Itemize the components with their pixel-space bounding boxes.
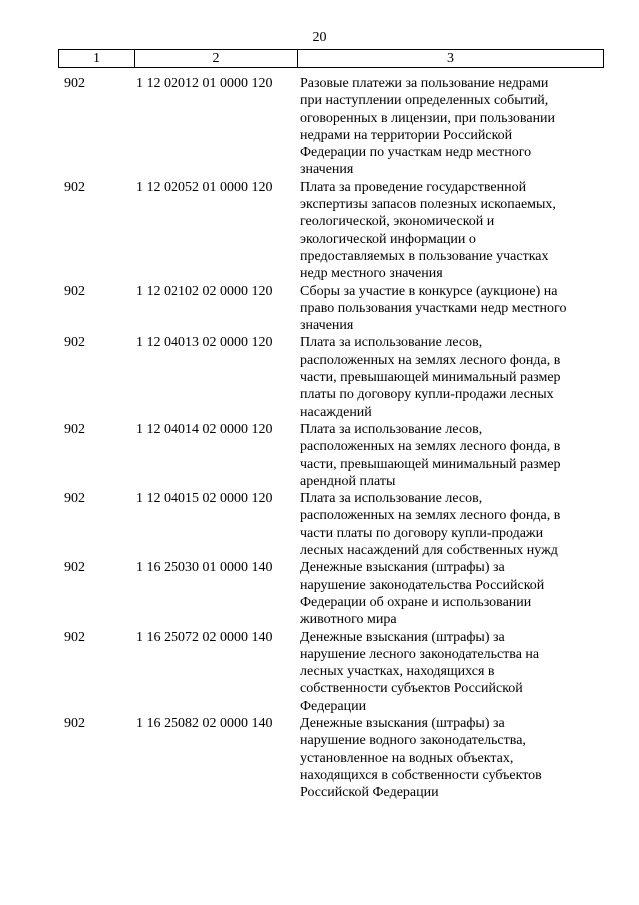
table-row	[64, 334, 603, 420]
admin-code: 902	[64, 560, 85, 576]
budget-classification-code: 1 12 02012 01 0000 120	[136, 76, 273, 91]
column-header-2: 2	[135, 50, 298, 68]
page-number: 20	[312, 30, 327, 45]
budget-classification-code: 1 12 02052 01 0000 120	[136, 179, 273, 195]
admin-code: 902	[64, 629, 85, 645]
budget-classification-code: 1 16 25072 02 0000 140	[136, 629, 273, 645]
budget-classification-code: 1 16 25082 02 0000 140	[136, 715, 273, 731]
admin-code: 902	[64, 335, 85, 351]
revenue-description: Денежные взыскания (штрафы) за нарушение лесного законодательства на лесных участках, находящихся в собственности субъектов Российской Федерации	[300, 629, 540, 714]
admin-code: 902	[64, 179, 85, 195]
admin-code: 902	[64, 76, 85, 91]
revenue-description: Денежные взыскания (штрафы) за нарушение водного законодательства, установленное на водных объектах, находящихся в собственности субъектов Российской Федерации	[300, 715, 542, 801]
table-row	[64, 283, 603, 335]
revenue-description: Плата за использование лесов, расположенных на землях лесного фонда, в части платы по договору купли-продажи лесных насаждений для собственных нужд	[300, 491, 561, 559]
table-row	[64, 179, 603, 283]
table-row	[64, 715, 603, 801]
budget-classification-code: 1 12 04014 02 0000 120	[136, 421, 273, 437]
table-row	[64, 75, 603, 179]
table-row	[64, 490, 603, 559]
revenue-description: Денежные взыскания (штрафы) за нарушение законодательства Российской Федерации об охране и использовании животного мира	[300, 560, 545, 628]
admin-code: 902	[64, 715, 85, 731]
admin-code: 902	[64, 283, 85, 299]
table-row	[64, 629, 603, 715]
admin-code: 902	[64, 491, 85, 507]
budget-classification-code: 1 12 02102 02 0000 120	[136, 283, 273, 299]
budget-code-list	[64, 75, 603, 801]
column-header-3: 3	[298, 50, 604, 68]
revenue-description: Плата за проведение государственной экспертизы запасов полезных ископаемых, геологической, экономической и экологической информации о предоставляемых в пользование участках недр местного значения	[300, 179, 556, 282]
table-row	[64, 421, 603, 490]
budget-classification-code: 1 16 25030 01 0000 140	[136, 560, 273, 576]
revenue-description: Разовые платежи за пользование недрами при наступлении определенных событий, оговоренных в лицензии, при пользовании недрами на территории Российской Федерации по участкам недр местного значения	[300, 76, 556, 178]
column-header-table	[58, 49, 604, 68]
column-header-row	[59, 50, 604, 68]
revenue-description: Сборы за участие в конкурсе (аукционе) на право пользования участками недр местного значения	[300, 283, 567, 334]
column-header-1: 1	[59, 50, 135, 68]
revenue-description: Плата за использование лесов, расположенных на землях лесного фонда, в части, превышающей минимальный размер арендной платы	[300, 421, 561, 489]
revenue-description: Плата за использование лесов, расположенных на землях лесного фонда, в части, превышающей минимальный размер платы по договору купли-продажи лесных насаждений	[300, 335, 561, 420]
table-row	[64, 559, 603, 628]
admin-code: 902	[64, 421, 85, 437]
budget-classification-code: 1 12 04015 02 0000 120	[136, 491, 273, 507]
budget-classification-code: 1 12 04013 02 0000 120	[136, 335, 273, 351]
